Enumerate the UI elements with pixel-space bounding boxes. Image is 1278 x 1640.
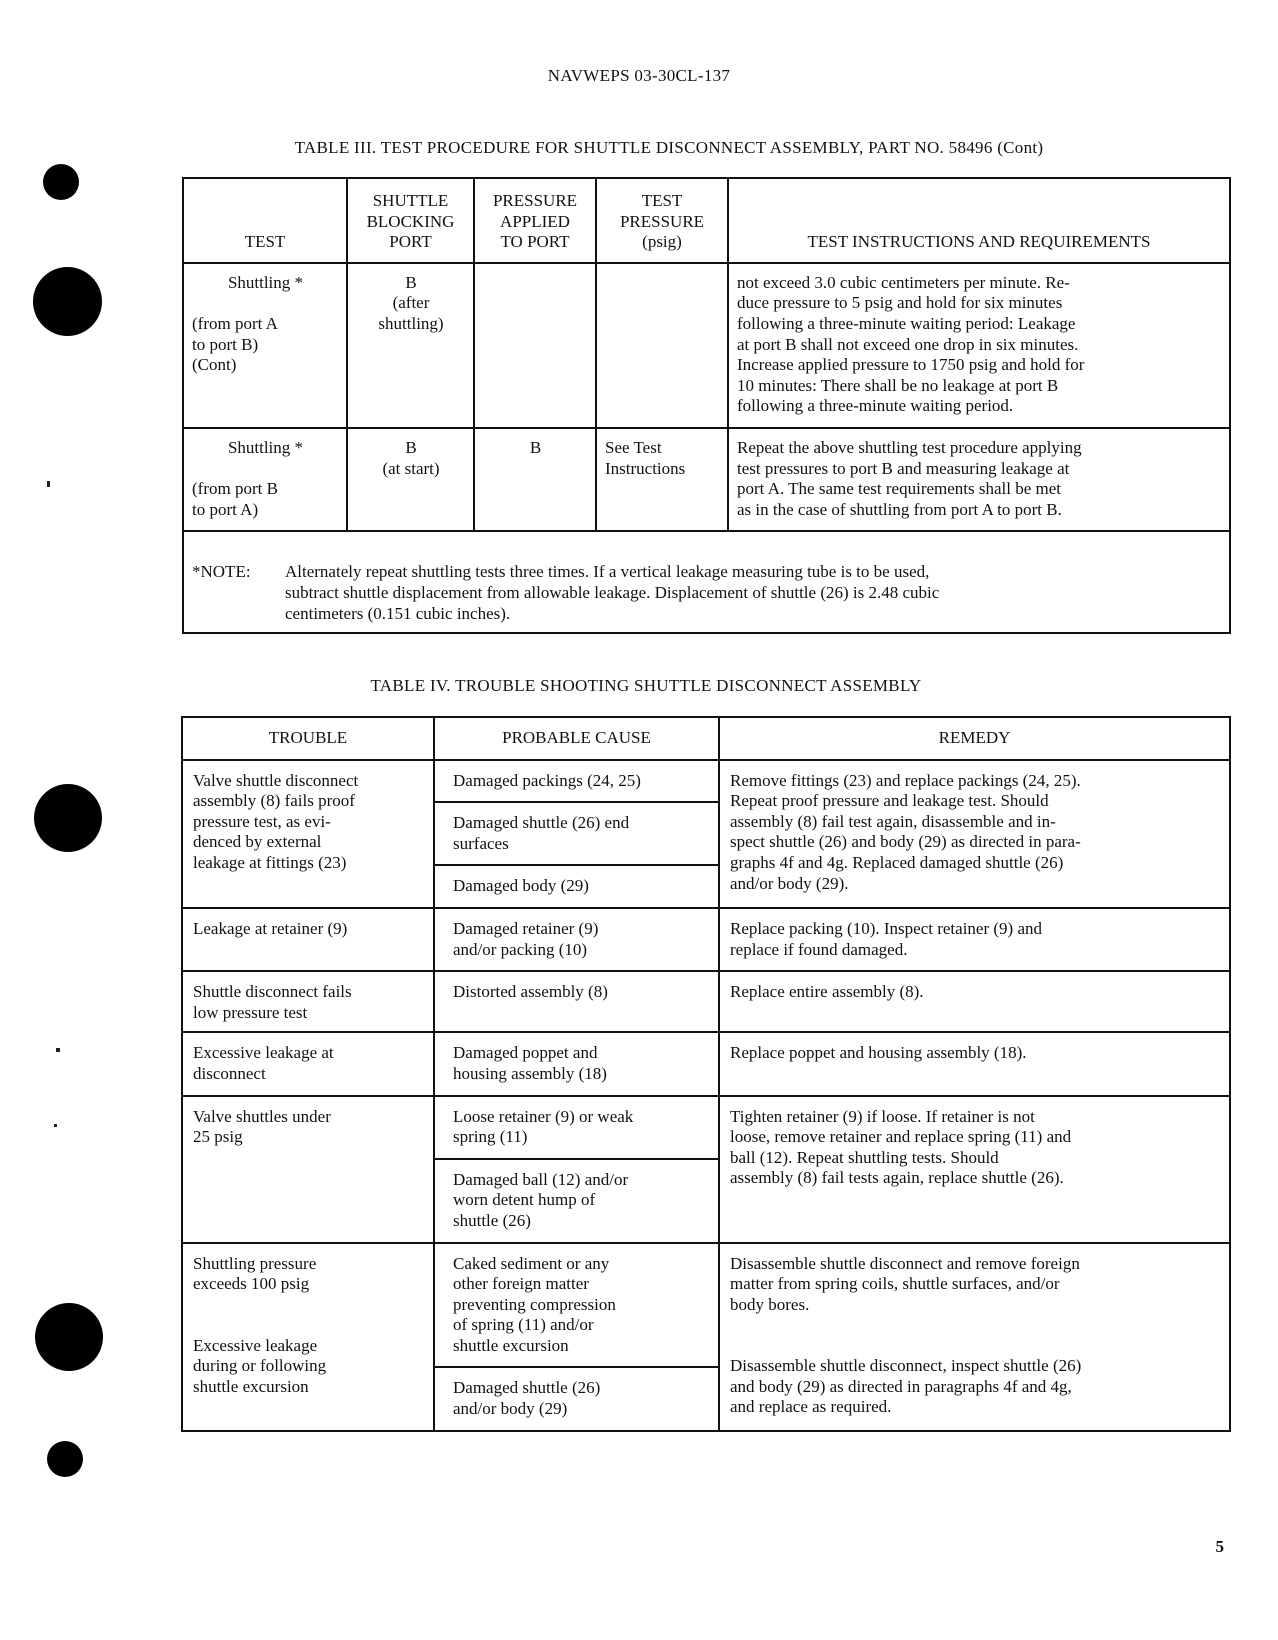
note-text bbox=[285, 562, 939, 624]
trouble-cell bbox=[182, 1243, 434, 1431]
text-line: port A. The same test requirements shall be met bbox=[737, 479, 1062, 499]
text-line: B bbox=[405, 437, 417, 457]
punch-hole bbox=[43, 164, 79, 200]
text-line: Damaged body (29) bbox=[453, 876, 589, 896]
probable-cause bbox=[435, 1368, 718, 1429]
trouble-text bbox=[193, 919, 425, 940]
table-row bbox=[183, 428, 1230, 531]
scan-speck bbox=[54, 1124, 57, 1127]
punch-hole bbox=[35, 1303, 103, 1371]
trouble-text bbox=[193, 771, 425, 874]
punch-hole bbox=[47, 1441, 83, 1477]
text-line: Shuttling * bbox=[227, 272, 304, 292]
text-line: and/or body (29) bbox=[453, 1399, 568, 1419]
text-line: Replace poppet and housing assembly (18). bbox=[730, 1043, 1027, 1063]
trouble-cell bbox=[182, 971, 434, 1032]
text-line: denced by external bbox=[193, 832, 322, 852]
text-line: Valve shuttles under bbox=[193, 1106, 331, 1126]
text-line: subtract shuttle displacement from allowable leakage. Displacement of shuttle (26) is 2.48 cubic bbox=[285, 582, 940, 602]
scan-speck bbox=[56, 1048, 60, 1052]
remedy-text bbox=[730, 1043, 1221, 1064]
text-line: during or following bbox=[193, 1356, 327, 1376]
text-line: B bbox=[405, 272, 417, 292]
text-line: housing assembly (18) bbox=[453, 1063, 607, 1083]
text-line: preventing compression bbox=[453, 1294, 616, 1314]
remedy-text bbox=[730, 1254, 1221, 1316]
text-line: pressure test, as evi- bbox=[193, 811, 331, 831]
table-row bbox=[183, 263, 1230, 428]
text-line: Damaged poppet and bbox=[453, 1043, 598, 1063]
text-line: assembly (8) fails proof bbox=[193, 791, 355, 811]
trouble-text bbox=[193, 1107, 425, 1148]
text-line: Loose retainer (9) or weak bbox=[453, 1106, 634, 1126]
text-line: 10 minutes: There shall be no leakage at port B bbox=[737, 375, 1059, 395]
probable-cause bbox=[435, 761, 718, 804]
trouble-cell bbox=[182, 1096, 434, 1243]
text-line: Disassemble shuttle disconnect, inspect shuttle (26) bbox=[730, 1356, 1082, 1376]
scan-speck bbox=[47, 481, 50, 487]
text-line: following a three-minute waiting period. bbox=[737, 396, 1014, 416]
text-line: spring (11) bbox=[453, 1127, 528, 1147]
applied-port-cell bbox=[474, 263, 596, 428]
probable-cause bbox=[435, 972, 718, 1013]
punch-hole bbox=[34, 784, 102, 852]
text-line: Repeat proof pressure and leakage test. Should bbox=[730, 791, 1049, 811]
text-line: spect shuttle (26) and body (29) as directed in para- bbox=[730, 832, 1081, 852]
probable-cause-cell bbox=[434, 1032, 719, 1095]
text-line: graphs 4f and 4g. Replaced damaged shuttle (26) bbox=[730, 852, 1064, 872]
table-row bbox=[182, 1032, 1230, 1095]
probable-cause bbox=[435, 866, 718, 907]
remedy-cell bbox=[719, 971, 1230, 1032]
text-line: Damaged shuttle (26) bbox=[453, 1378, 601, 1398]
text-line: Disassemble shuttle disconnect and remove foreign bbox=[730, 1253, 1080, 1273]
text-line: to port B) bbox=[192, 334, 259, 354]
probable-cause bbox=[435, 1097, 718, 1160]
page-number: 5 bbox=[1215, 1537, 1224, 1556]
header-blocking-port bbox=[347, 178, 474, 263]
text-line: other foreign matter bbox=[453, 1274, 589, 1294]
text-line: (psig) bbox=[642, 232, 682, 252]
text-line: (from port B bbox=[192, 479, 278, 499]
table-row bbox=[182, 908, 1230, 971]
text-line: shuttle (26) bbox=[453, 1210, 531, 1230]
text-line: (after bbox=[392, 293, 430, 313]
test-cell bbox=[183, 428, 347, 531]
test-pressure-cell bbox=[596, 263, 728, 428]
text-line: exceeds 100 psig bbox=[193, 1274, 310, 1294]
text-line: centimeters (0.151 cubic inches). bbox=[285, 603, 511, 623]
trouble-cell bbox=[182, 1032, 434, 1095]
text-line: and/or body (29). bbox=[730, 873, 849, 893]
header-probable-cause: PROBABLE CAUSE bbox=[434, 717, 719, 760]
text-line: assembly (8) fail tests again, replace shuttle (26). bbox=[730, 1168, 1064, 1188]
text-line: to port A) bbox=[192, 499, 259, 519]
remedy-cell bbox=[719, 1032, 1230, 1095]
text-line: of spring (11) and/or bbox=[453, 1315, 594, 1335]
text-line: BLOCKING bbox=[366, 211, 455, 231]
probable-cause-cell bbox=[434, 908, 719, 971]
trouble-cell bbox=[182, 760, 434, 908]
text-line: Replace packing (10). Inspect retainer (9) and bbox=[730, 918, 1042, 938]
table-row bbox=[182, 971, 1230, 1032]
text-line: TEST bbox=[641, 191, 683, 210]
text-line: surfaces bbox=[453, 833, 509, 853]
text-line: Increase applied pressure to 1750 psig and hold for bbox=[737, 355, 1085, 375]
text-line: shuttle excursion bbox=[193, 1376, 309, 1396]
blocking-port-cell bbox=[347, 263, 474, 428]
text-line: Damaged shuttle (26) end bbox=[453, 813, 630, 833]
text-line: leakage at fittings (23) bbox=[193, 852, 347, 872]
text-line: Distorted assembly (8) bbox=[453, 982, 608, 1002]
text-line: Damaged retainer (9) bbox=[453, 918, 599, 938]
remedy-text bbox=[730, 771, 1221, 895]
text-line: PRESSURE bbox=[492, 191, 578, 210]
punch-hole bbox=[33, 267, 102, 336]
text-line: Shuttling * bbox=[227, 437, 304, 457]
table-header-row bbox=[182, 717, 1230, 760]
table-row bbox=[182, 760, 1230, 908]
trouble-text bbox=[193, 1043, 425, 1084]
probable-cause-cell bbox=[434, 971, 719, 1032]
troubleshooting-table bbox=[181, 716, 1231, 1432]
table-header-row bbox=[183, 178, 1230, 263]
text-line: Excessive leakage at bbox=[193, 1043, 334, 1063]
text-line: low pressure test bbox=[193, 1002, 308, 1022]
troubleshooting-rows bbox=[182, 760, 1230, 1431]
text-line: Tighten retainer (9) if loose. If retainer is not bbox=[730, 1106, 1035, 1126]
text-line: Excessive leakage bbox=[193, 1335, 318, 1355]
text-line: as in the case of shuttling from port A to port B. bbox=[737, 499, 1062, 519]
remedy-cell bbox=[719, 760, 1230, 908]
text-line: test pressures to port B and measuring leakage at bbox=[737, 458, 1070, 478]
text-line: TO PORT bbox=[500, 232, 570, 252]
text-line: Alternately repeat shuttling tests three times. If a vertical leakage measuring tube is to be used, bbox=[285, 562, 930, 582]
text-line: Shuttling pressure bbox=[193, 1253, 317, 1273]
text-line: disconnect bbox=[193, 1063, 266, 1083]
text-line: assembly (8) fail test again, disassemble and in- bbox=[730, 811, 1056, 831]
text-line: Leakage at retainer (9) bbox=[193, 918, 348, 938]
trouble-text bbox=[193, 1336, 425, 1398]
note-label: *NOTE: bbox=[192, 562, 251, 582]
document-number: NAVWEPS 03-30CL-137 bbox=[547, 66, 731, 85]
remedy-cell bbox=[719, 1096, 1230, 1243]
trouble-cell bbox=[182, 908, 434, 971]
text-line bbox=[192, 293, 339, 314]
text-line: PORT bbox=[389, 232, 432, 252]
text-line: and/or packing (10) bbox=[453, 939, 588, 959]
text-line: Valve shuttle disconnect bbox=[193, 770, 359, 790]
blocking-port-cell bbox=[347, 428, 474, 531]
test-pressure-cell bbox=[596, 428, 728, 531]
probable-cause-cell bbox=[434, 1096, 719, 1243]
text-line: loose, remove retainer and replace spring (11) and bbox=[730, 1127, 1072, 1147]
probable-cause bbox=[435, 803, 718, 866]
text-line: body bores. bbox=[730, 1294, 810, 1314]
remedy-cell bbox=[719, 908, 1230, 971]
probable-cause-cell bbox=[434, 1243, 719, 1431]
text-line: ball (12). Repeat shuttling tests. Should bbox=[730, 1147, 999, 1167]
text-line: Replace entire assembly (8). bbox=[730, 982, 924, 1002]
header-remedy: REMEDY bbox=[719, 717, 1230, 760]
text-line: matter from spring coils, shuttle surfaces, and/or bbox=[730, 1274, 1060, 1294]
text-line bbox=[192, 459, 339, 480]
header-applied-port bbox=[474, 178, 596, 263]
remedy-text bbox=[730, 919, 1221, 960]
remedy-cell bbox=[719, 1243, 1230, 1431]
instructions-cell bbox=[728, 263, 1230, 428]
table-row bbox=[182, 1096, 1230, 1243]
text-line: at port B shall not exceed one drop in six minutes. bbox=[737, 334, 1079, 354]
table-iii-caption: TABLE III. TEST PROCEDURE FOR SHUTTLE DISCONNECT ASSEMBLY, PART NO. 58496 (Cont) bbox=[294, 138, 1044, 157]
text-line: SHUTTLE bbox=[372, 191, 449, 210]
header-trouble: TROUBLE bbox=[182, 717, 434, 760]
text-line: replace if found damaged. bbox=[730, 939, 908, 959]
text-line: shuttling) bbox=[378, 313, 444, 333]
applied-port-cell: B bbox=[474, 428, 596, 531]
test-cell bbox=[183, 263, 347, 428]
text-line: (Cont) bbox=[192, 355, 237, 375]
probable-cause bbox=[435, 909, 718, 970]
text-line: Repeat the above shuttling test procedure applying bbox=[737, 437, 1082, 457]
remedy-text bbox=[730, 1107, 1221, 1189]
note-row bbox=[183, 531, 1230, 633]
test-procedure-table bbox=[182, 177, 1231, 634]
text-line: and body (29) as directed in paragraphs 4f and 4g, bbox=[730, 1376, 1072, 1396]
text-line: Instructions bbox=[605, 458, 686, 478]
text-line: duce pressure to 5 psig and hold for six minutes bbox=[737, 293, 1063, 313]
text-line: Damaged ball (12) and/or bbox=[453, 1169, 629, 1189]
probable-cause bbox=[435, 1033, 718, 1094]
note-cell bbox=[183, 531, 1230, 633]
remedy-text bbox=[730, 1356, 1221, 1418]
header-test: TEST bbox=[183, 178, 347, 263]
text-line: Shuttle disconnect fails bbox=[193, 982, 352, 1002]
probable-cause bbox=[435, 1160, 718, 1242]
instructions-cell bbox=[728, 428, 1230, 531]
text-line: shuttle excursion bbox=[453, 1335, 569, 1355]
header-test-pressure bbox=[596, 178, 728, 263]
text-line: and replace as required. bbox=[730, 1397, 892, 1417]
text-line: APPLIED bbox=[500, 211, 570, 231]
text-line: (from port A bbox=[192, 313, 278, 333]
table-row bbox=[182, 1243, 1230, 1431]
text-line: PRESSURE bbox=[619, 211, 705, 231]
trouble-text bbox=[193, 1254, 425, 1295]
table-iv-caption: TABLE IV. TROUBLE SHOOTING SHUTTLE DISCONNECT ASSEMBLY bbox=[370, 676, 922, 695]
text-line: following a three-minute waiting period: Leakage bbox=[737, 313, 1076, 333]
probable-cause bbox=[435, 1244, 718, 1369]
text-line: not exceed 3.0 cubic centimeters per minute. Re- bbox=[737, 272, 1070, 292]
text-line: See Test bbox=[605, 437, 662, 457]
text-line: (at start) bbox=[382, 458, 440, 478]
text-line: 25 psig bbox=[193, 1127, 243, 1147]
text-line: Damaged packings (24, 25) bbox=[453, 770, 641, 790]
text-line: Caked sediment or any bbox=[453, 1253, 610, 1273]
remedy-text bbox=[730, 982, 1221, 1003]
header-instructions: TEST INSTRUCTIONS AND REQUIREMENTS bbox=[728, 178, 1230, 263]
text-line: Remove fittings (23) and replace packings (24, 25). bbox=[730, 770, 1081, 790]
trouble-text bbox=[193, 982, 425, 1023]
probable-cause-cell bbox=[434, 760, 719, 908]
text-line: worn detent hump of bbox=[453, 1190, 596, 1210]
